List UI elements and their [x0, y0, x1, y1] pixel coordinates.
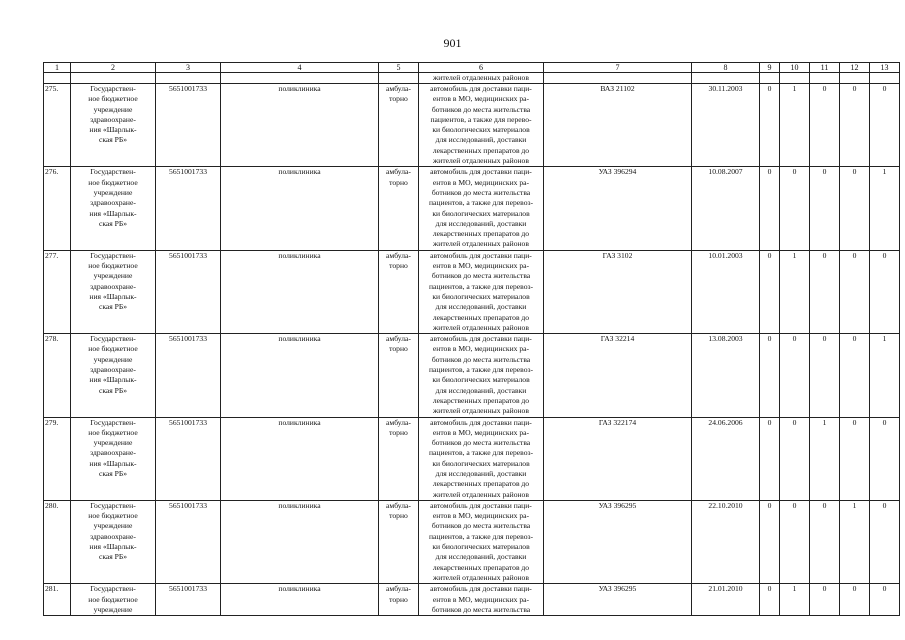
col10-cell: 1 [780, 84, 810, 167]
row-number-cell: 280. [44, 500, 71, 583]
date-cell: 10.01.2003 [692, 250, 760, 333]
col13-cell: 1 [870, 334, 900, 417]
purpose-cell: автомобиль для доставки паци- ентов в МО, медицинских ра- ботников до места жительства пациентов, а также для перевоз- ки биологических материалов для исследований, доставки лекарственных препаратов до жителей отдаленных районов [419, 334, 544, 417]
date-cell: 21.01.2010 [692, 584, 760, 616]
column-header: 7 [544, 63, 692, 73]
row-number-cell: 276. [44, 167, 71, 250]
column-header: 2 [71, 63, 156, 73]
col13-cell: 0 [870, 500, 900, 583]
vehicle-model-cell: ГАЗ 3102 [544, 250, 692, 333]
vehicle-registry-table [43, 62, 900, 616]
table-row [44, 334, 900, 417]
col10-cell: 0 [780, 500, 810, 583]
col9-cell: 0 [760, 584, 780, 616]
table-row [44, 167, 900, 250]
purpose-cell: жителей отдаленных районов [419, 73, 544, 84]
date-cell: 30.11.2003 [692, 84, 760, 167]
facility-type-cell: поликлиника [221, 167, 379, 250]
table-row [44, 500, 900, 583]
purpose-cell: автомобиль для доставки паци- ентов в МО, медицинских ра- ботников до места жительства пациентов, а также для перево- ки биологических материалов для исследований, доставки лекарственных препаратов до жителей отдаленных районов [419, 84, 544, 167]
organization-cell: Государствен- ное бюджетное учреждение здравоохране- ния «Шарлык- ская РБ» [71, 334, 156, 417]
col13-cell: 0 [870, 250, 900, 333]
purpose-cell: автомобиль для доставки паци- ентов в МО, медицинских ра- ботников до места жительства пациентов, а также для перевоз- ки биологических материалов для исследований, доставки лекарственных препаратов до жителей отдаленных районов [419, 250, 544, 333]
care-kind-cell: амбула- торно [379, 250, 419, 333]
facility-type-cell: поликлиника [221, 334, 379, 417]
column-header: 11 [810, 63, 840, 73]
col12-cell: 0 [840, 334, 870, 417]
row-number-cell: 279. [44, 417, 71, 500]
facility-type-cell: поликлиника [221, 84, 379, 167]
date-cell: 10.08.2007 [692, 167, 760, 250]
vehicle-model-cell: УАЗ 396295 [544, 584, 692, 616]
purpose-cell: автомобиль для доставки паци- ентов в МО, медицинских ра- ботников до места жительства [419, 584, 544, 616]
column-header: 10 [780, 63, 810, 73]
organization-cell: Государствен- ное бюджетное учреждение здравоохране- ния «Шарлык- ская РБ» [71, 250, 156, 333]
organization-cell: Государствен- ное бюджетное учреждение здравоохране- ния «Шарлык- ская РБ» [71, 417, 156, 500]
care-kind-cell: амбула- торно [379, 167, 419, 250]
col13-cell: 0 [870, 584, 900, 616]
col11-cell: 0 [810, 334, 840, 417]
col11-cell: 0 [810, 584, 840, 616]
facility-type-cell: поликлиника [221, 500, 379, 583]
inn-cell: 5651001733 [156, 584, 221, 616]
care-kind-cell: амбула- торно [379, 417, 419, 500]
facility-type-cell: поликлиника [221, 417, 379, 500]
col10-cell: 0 [780, 167, 810, 250]
vehicle-model-cell: ВАЗ 21102 [544, 84, 692, 167]
vehicle-model-cell: ГАЗ 322174 [544, 417, 692, 500]
inn-cell: 5651001733 [156, 167, 221, 250]
col9-cell: 0 [760, 84, 780, 167]
col9-cell: 0 [760, 334, 780, 417]
column-header: 4 [221, 63, 379, 73]
inn-cell: 5651001733 [156, 417, 221, 500]
page-number: 901 [443, 36, 462, 50]
care-kind-cell: амбула- торно [379, 584, 419, 616]
col13-cell: 1 [870, 167, 900, 250]
inn-cell: 5651001733 [156, 334, 221, 417]
column-number-row [44, 63, 900, 73]
care-kind-cell: амбула- торно [379, 500, 419, 583]
col12-cell: 0 [840, 250, 870, 333]
organization-cell: Государствен- ное бюджетное учреждение здравоохране- ния «Шарлык- ская РБ» [71, 167, 156, 250]
col12-cell: 0 [840, 84, 870, 167]
vehicle-model-cell: ГАЗ 32214 [544, 334, 692, 417]
purpose-cell: автомобиль для доставки паци- ентов в МО, медицинских ра- ботников до места жительства пациентов, а также для перевоз- ки биологических материалов для исследований, доставки лекарственных препаратов до жителей отдаленных районов [419, 167, 544, 250]
row-number-cell: 278. [44, 334, 71, 417]
col10-cell: 0 [780, 417, 810, 500]
col12-cell: 0 [840, 167, 870, 250]
table-row [44, 250, 900, 333]
inn-cell: 5651001733 [156, 250, 221, 333]
column-header: 9 [760, 63, 780, 73]
column-header: 5 [379, 63, 419, 73]
row-number-cell: 275. [44, 84, 71, 167]
row-number-cell: 281. [44, 584, 71, 616]
col9-cell: 0 [760, 417, 780, 500]
col11-cell: 0 [810, 167, 840, 250]
col13-cell: 0 [870, 417, 900, 500]
inn-cell: 5651001733 [156, 500, 221, 583]
care-kind-cell: амбула- торно [379, 84, 419, 167]
table-row [44, 417, 900, 500]
column-header: 8 [692, 63, 760, 73]
continuation-row [44, 73, 900, 84]
col9-cell: 0 [760, 250, 780, 333]
column-header: 6 [419, 63, 544, 73]
purpose-cell: автомобиль для доставки паци- ентов в МО, медицинских ра- ботников до места жительства пациентов, а также для перевоз- ки биологических материалов для исследований, доставки лекарственных препаратов до жителей отдаленных районов [419, 500, 544, 583]
column-header: 3 [156, 63, 221, 73]
purpose-cell: автомобиль для доставки паци- ентов в МО, медицинских ра- ботников до места жительства пациентов, а также для перевоз- ки биологических материалов для исследований, доставки лекарственных препаратов до жителей отдаленных районов [419, 417, 544, 500]
col11-cell: 0 [810, 84, 840, 167]
organization-cell: Государствен- ное бюджетное учреждение здравоохране- ния «Шарлык- ская РБ» [71, 500, 156, 583]
column-header: 12 [840, 63, 870, 73]
col10-cell: 1 [780, 250, 810, 333]
row-number-cell: 277. [44, 250, 71, 333]
table-row [44, 84, 900, 167]
col10-cell: 0 [780, 334, 810, 417]
col9-cell: 0 [760, 167, 780, 250]
care-kind-cell: амбула- торно [379, 334, 419, 417]
column-header: 1 [44, 63, 71, 73]
col9-cell: 0 [760, 500, 780, 583]
facility-type-cell: поликлиника [221, 584, 379, 616]
col13-cell: 0 [870, 84, 900, 167]
facility-type-cell: поликлиника [221, 250, 379, 333]
col11-cell: 0 [810, 250, 840, 333]
col10-cell: 1 [780, 584, 810, 616]
table-row [44, 584, 900, 616]
col12-cell: 0 [840, 584, 870, 616]
column-header: 13 [870, 63, 900, 73]
col11-cell: 0 [810, 500, 840, 583]
vehicle-model-cell: УАЗ 396294 [544, 167, 692, 250]
date-cell: 24.06.2006 [692, 417, 760, 500]
date-cell: 13.08.2003 [692, 334, 760, 417]
vehicle-model-cell: УАЗ 396295 [544, 500, 692, 583]
organization-cell: Государствен- ное бюджетное учреждение здравоохране- ния «Шарлык- ская РБ» [71, 84, 156, 167]
col12-cell: 0 [840, 417, 870, 500]
inn-cell: 5651001733 [156, 84, 221, 167]
col11-cell: 1 [810, 417, 840, 500]
col12-cell: 1 [840, 500, 870, 583]
date-cell: 22.10.2010 [692, 500, 760, 583]
organization-cell: Государствен- ное бюджетное учреждение [71, 584, 156, 616]
